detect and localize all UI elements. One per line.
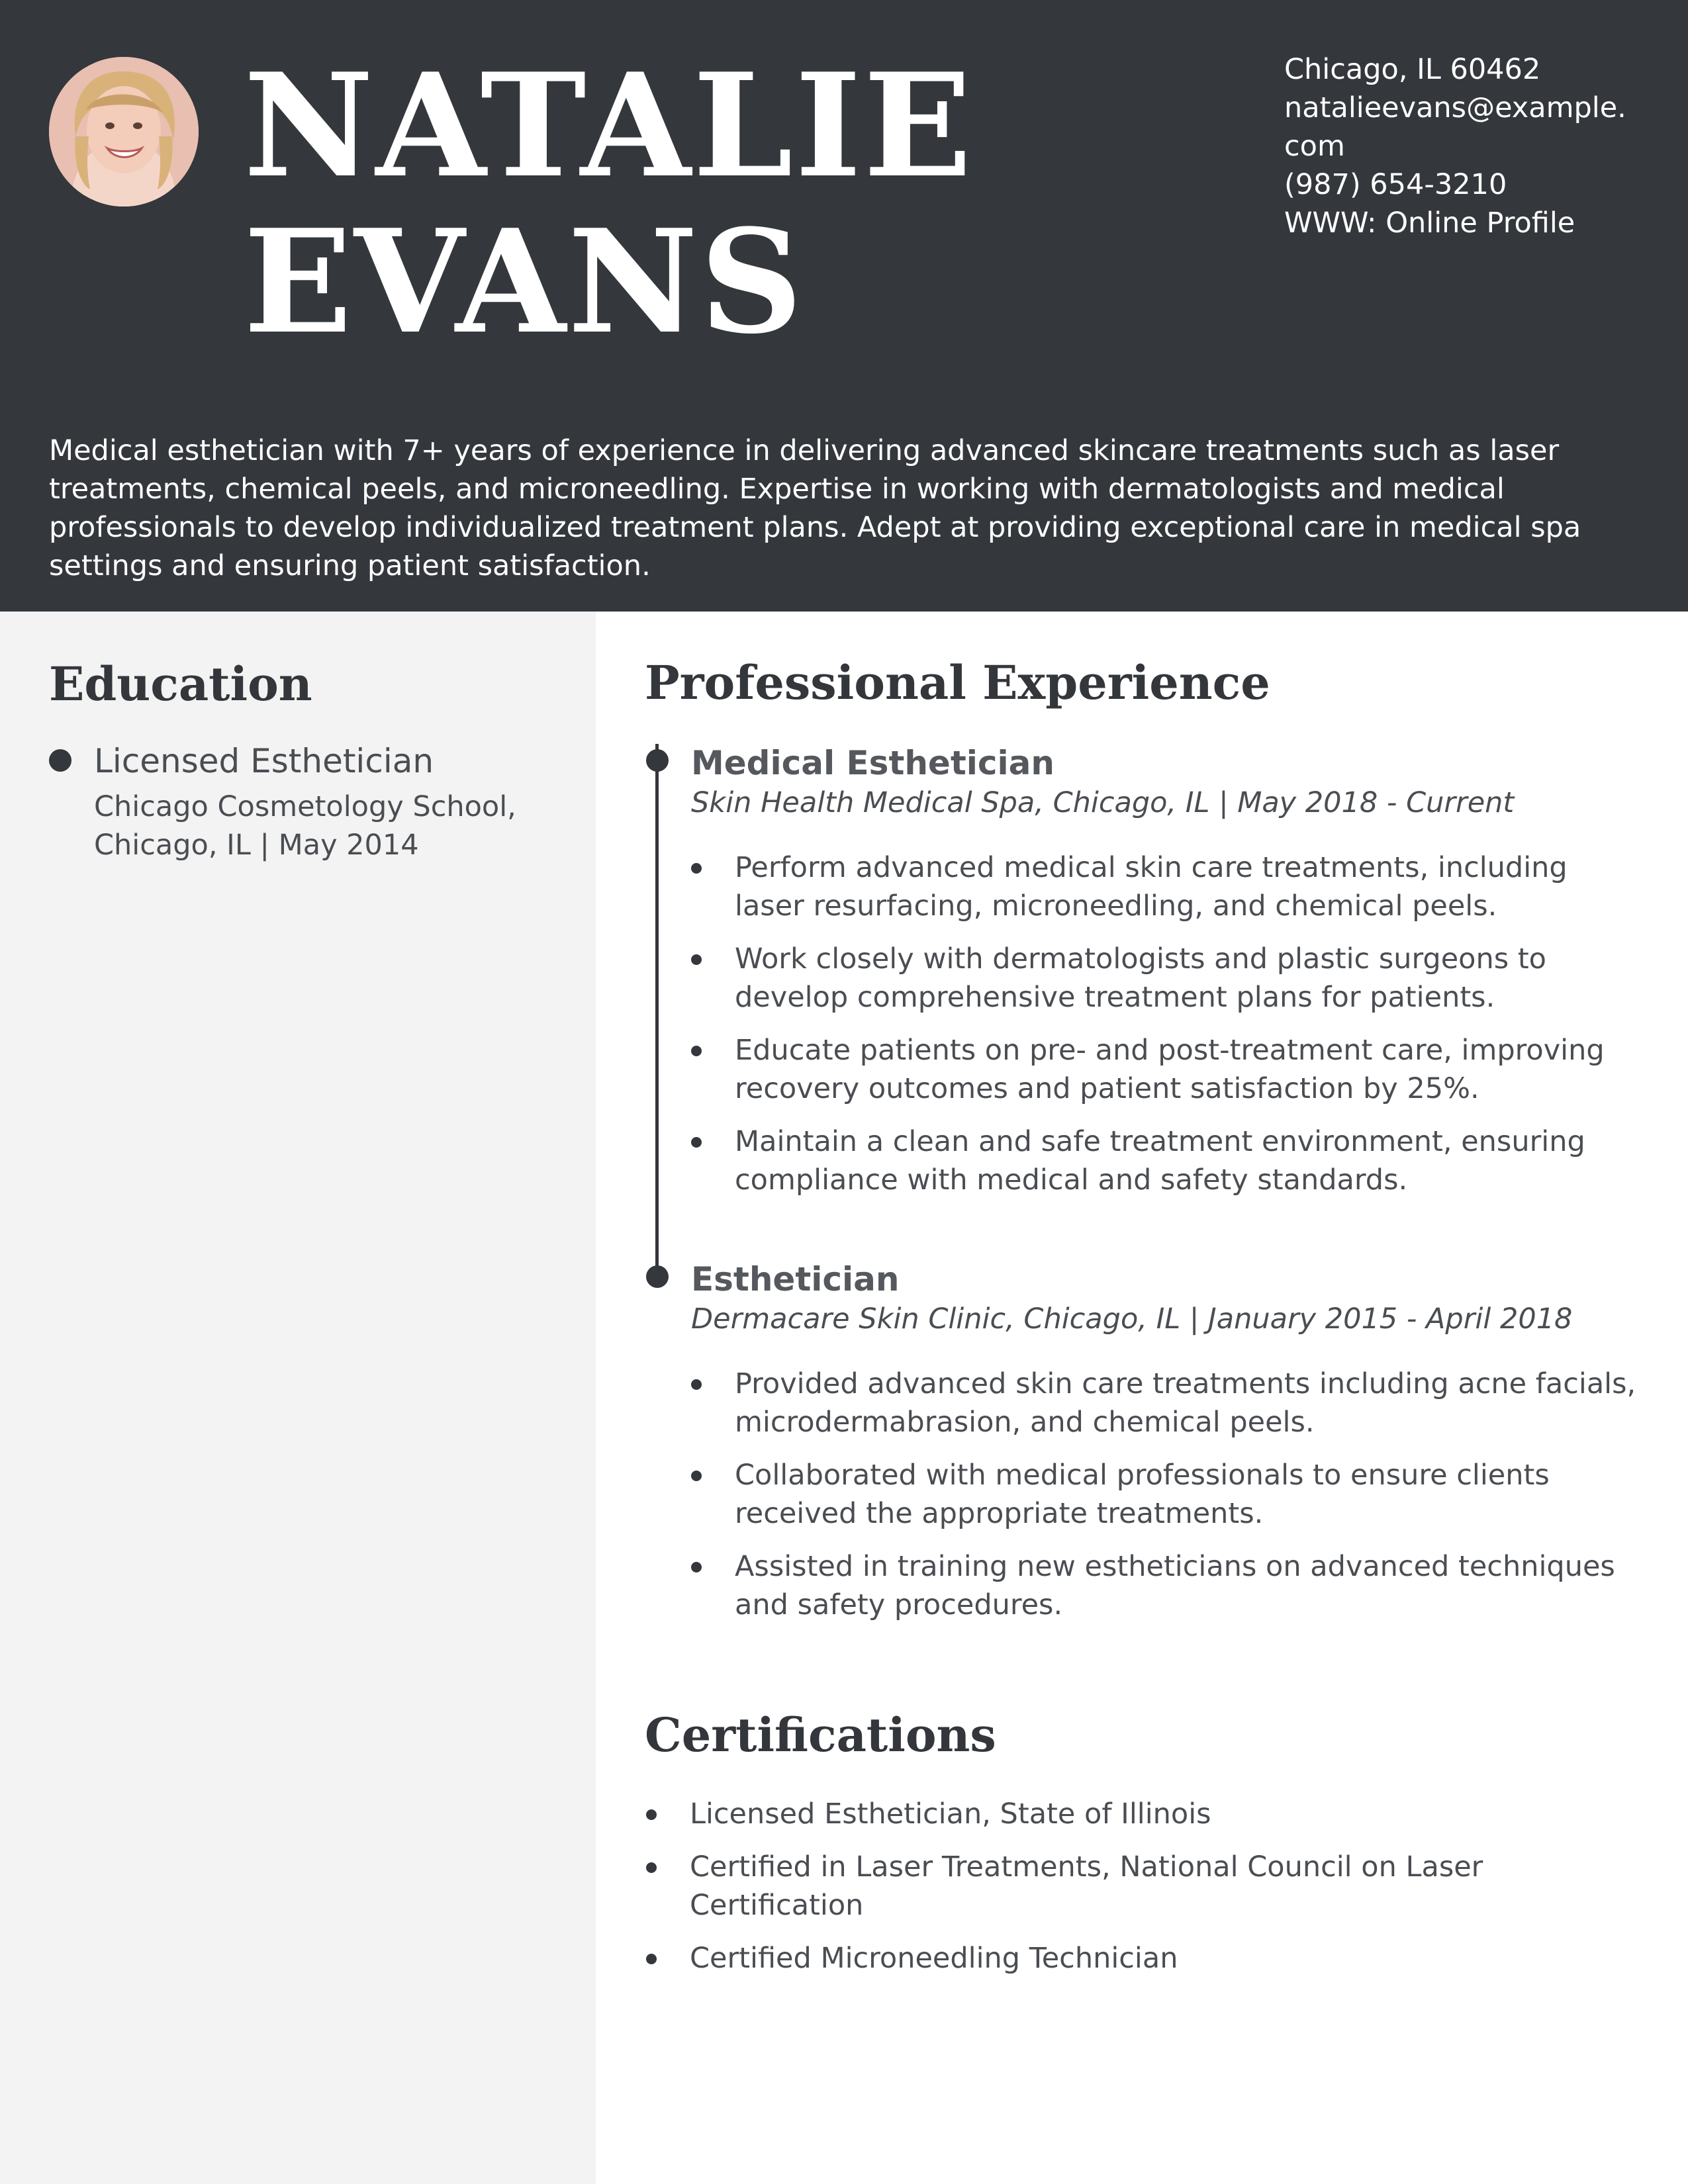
bullet-text: Collaborated with medical professionals to ensure clients received the appropriate treatments.	[735, 1459, 1550, 1530]
full-name	[244, 42, 974, 365]
education-school	[94, 788, 557, 864]
summary: Medical esthetician with 7+ years of experience in delivering advanced skincare treatments such as laser treatments, chemical peels, and microneedling. Expertise in working with dermatologists and medical professionals to develop individualized treatment plans. Adept at providing exceptional care in medical spa settings and ensuring patient satisfaction.	[49, 434, 1581, 582]
bullet-text: Work closely with dermatologists and plastic surgeons to develop comprehensive treatment plans for patients.	[735, 942, 1546, 1014]
certification-text: Certified Microneedling Technician	[690, 1942, 1178, 1975]
list-item	[691, 1456, 1644, 1533]
bullet-dot	[646, 1809, 657, 1820]
bullet-dot	[691, 1137, 702, 1148]
bullet-text: Perform advanced medical skin care treatments, including laser resurfacing, microneedling, and chemical peels.	[735, 851, 1568, 923]
certification-text: Licensed Esthetician, State of Illinois	[690, 1797, 1211, 1831]
bullet-dot	[691, 863, 702, 874]
timeline-dot	[646, 749, 669, 772]
bullet-text: Assisted in training new estheticians on advanced techniques and safety procedures.	[735, 1550, 1615, 1621]
certifications-list	[645, 1795, 1618, 1992]
education-degree: Licensed Esthetician	[94, 742, 434, 780]
list-item	[691, 940, 1644, 1017]
list-item	[691, 1365, 1644, 1441]
certification-text: Certified in Laser Treatments, National Council on Laser Certification	[690, 1850, 1483, 1922]
job-bullets	[691, 1365, 1644, 1624]
job-entry	[691, 743, 1644, 1214]
contact-website[interactable]: WWW: Online Profile	[1284, 206, 1575, 240]
bullet-dot	[691, 1562, 702, 1572]
timeline-dot	[646, 1265, 669, 1288]
bullet-dot	[646, 1954, 657, 1964]
first-name: NATALIE	[244, 42, 974, 209]
education-sidebar	[0, 612, 596, 2184]
education-heading: Education	[49, 657, 312, 711]
contact-address: Chicago, IL 60462	[1284, 53, 1541, 86]
education-school-name: Chicago Cosmetology School,	[94, 790, 516, 823]
contact-info	[1284, 50, 1642, 242]
job-meta: Dermacare Skin Clinic, Chicago, IL | January 2015 - April 2018	[691, 1302, 1573, 1336]
last-name: EVANS	[244, 198, 805, 365]
education-bullet	[49, 749, 71, 772]
avatar-photo	[49, 57, 199, 206]
job-title: Esthetician	[691, 1260, 900, 1298]
list-item	[691, 1547, 1644, 1624]
bullet-dot	[691, 1471, 702, 1481]
timeline-line	[655, 744, 659, 1273]
job-bullets	[691, 848, 1644, 1199]
experience-heading: Professional Experience	[645, 655, 1270, 710]
list-item	[691, 1031, 1644, 1108]
job-entry	[691, 1259, 1644, 1639]
job-meta: Skin Health Medical Spa, Chicago, IL | May 2018 - Current	[691, 786, 1515, 819]
bullet-text: Provided advanced skin care treatments including acne facials, microdermabrasion, and chemical peels.	[735, 1367, 1636, 1439]
list-item	[645, 1848, 1618, 1925]
list-item	[691, 1122, 1644, 1199]
job-title: Medical Esthetician	[691, 744, 1055, 782]
contact-phone: (987) 654-3210	[1284, 168, 1507, 201]
list-item	[645, 1795, 1618, 1833]
bullet-dot	[691, 1046, 702, 1056]
bullet-dot	[691, 954, 702, 965]
bullet-dot	[646, 1862, 657, 1873]
bullet-text: Educate patients on pre- and post-treatment care, improving recovery outcomes and patient satisfaction by 25%.	[735, 1034, 1605, 1105]
bullet-text: Maintain a clean and safe treatment environment, ensuring compliance with medical and safety standards.	[735, 1125, 1585, 1197]
bullet-dot	[691, 1379, 702, 1390]
certifications-heading: Certifications	[645, 1707, 996, 1762]
contact-email[interactable]: natalieevans@example.com	[1284, 91, 1626, 163]
avatar	[49, 57, 199, 206]
list-item	[645, 1939, 1618, 1978]
header	[0, 0, 1688, 612]
education-details: Chicago, IL | May 2014	[94, 829, 419, 862]
list-item	[691, 848, 1644, 925]
